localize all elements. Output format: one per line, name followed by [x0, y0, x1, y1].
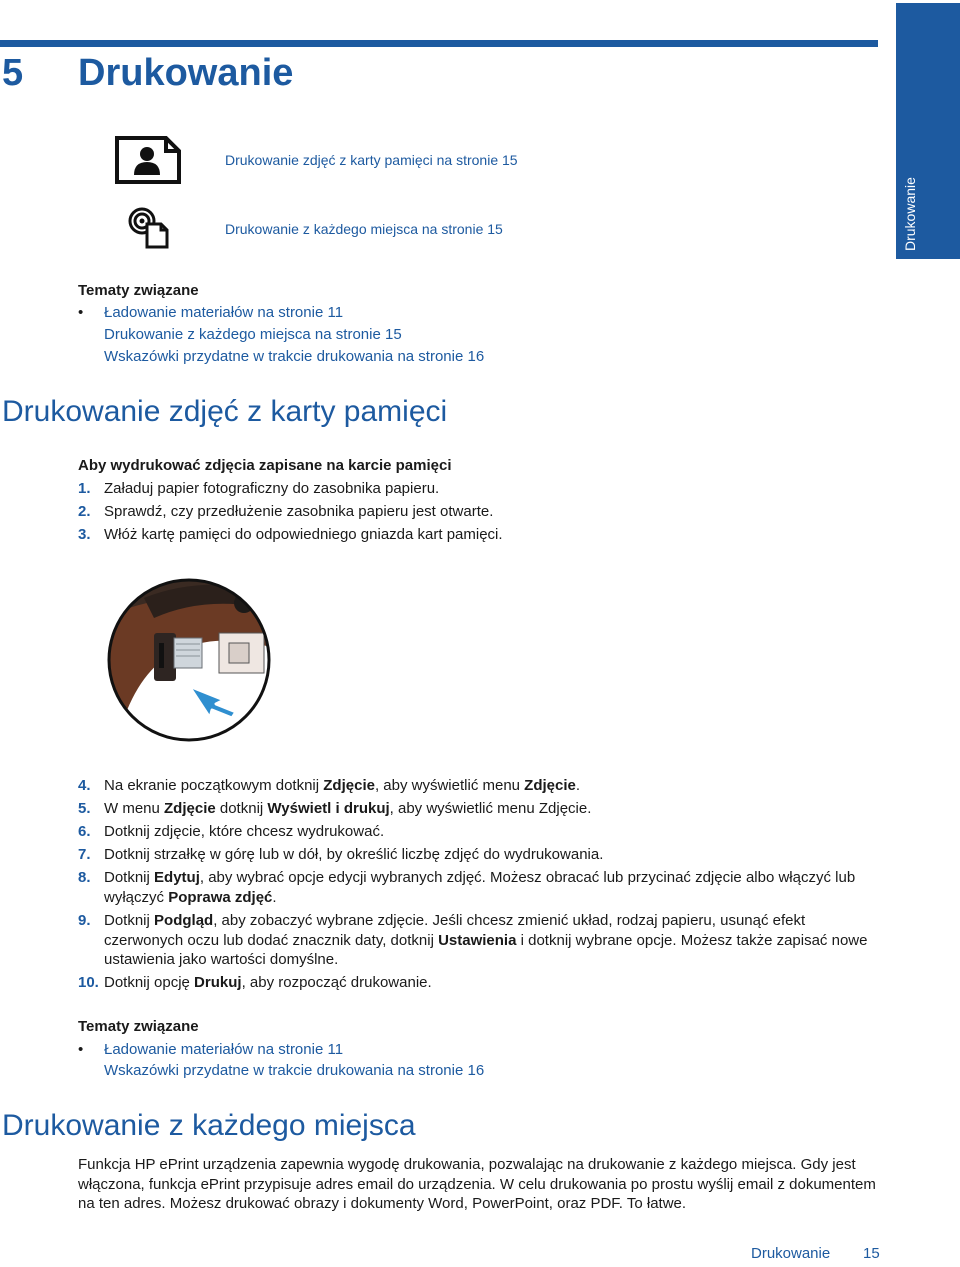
bullet-2: • [78, 1041, 84, 1058]
step-1 [78, 479, 888, 499]
related-link-1-2[interactable]: Drukowanie z każdego miejsca na stronie 15 [104, 326, 402, 343]
step-7 [78, 845, 888, 865]
ui-term: Zdjęcie [323, 777, 375, 794]
side-tab-label: Drukowanie [902, 177, 918, 251]
step-2 [78, 502, 888, 522]
ui-term: Podgląd [154, 912, 214, 929]
step-text: i dotknij wybrane opcje. Możesz także zapisać nowe ustawienia jako wartości domyślne. [104, 931, 868, 968]
eprint-paragraph: Funkcja HP ePrint urządzenia zapewnia wygodę drukowania, pozwalając na drukowanie z każdego miejsca. Gdy jest włączona, funkcja ePrint przypisuje adres email do urządzenia. W celu drukowania po prostu wyślij email z dokumentem na ten adres. Możesz drukować obrazy i dokumenty Word, PowerPoint, oraz PDF. To łatwe. [78, 1156, 876, 1212]
step-number: 7. [78, 846, 91, 863]
step-text: . [272, 888, 277, 906]
side-tab [896, 3, 960, 259]
step-text: Dotknij [104, 912, 155, 929]
step-text: , aby wyświetlić menu Zdjęcie. [389, 800, 592, 817]
step-text: , aby zobaczyć wybrane zdjęcie. Jeśli chcesz zmienić układ, rodzaj papieru, usunąć efekt czerwonych oczu lub dodać znacznik daty, dotknij [104, 912, 806, 949]
step-number: 1. [78, 480, 91, 497]
chapter-title [2, 48, 293, 98]
step-number: 6. [78, 823, 91, 840]
top-rule [0, 40, 878, 47]
step-text: Sprawdź, czy przedłużenie zasobnika papieru jest otwarte. [104, 503, 494, 520]
toc-link-eprint[interactable]: Drukowanie z każdego miejsca na stronie 15 [225, 221, 503, 237]
step-4 [78, 776, 888, 796]
memory-card-slot-illustration [104, 578, 274, 748]
step-text: dotknij [215, 800, 268, 817]
step-text: , aby wyświetlić menu [374, 777, 525, 794]
step-text: Włóż kartę pamięci do odpowiedniego gniazda kart pamięci. [104, 526, 503, 543]
step-text: W menu [104, 800, 165, 817]
step-8 [78, 868, 888, 907]
step-number: 2. [78, 503, 91, 520]
related-link-1-3[interactable]: Wskazówki przydatne w trakcie drukowania na stronie 16 [104, 348, 485, 365]
step-number: 5. [78, 800, 91, 817]
step-number: 10. [78, 974, 99, 991]
ui-term: Drukuj [194, 974, 242, 991]
step-text: , aby rozpocząć drukowanie. [241, 974, 432, 991]
related-link-2-1[interactable]: Ładowanie materiałów na stronie 11 [104, 1041, 344, 1058]
related-heading-2: Tematy związane [78, 1018, 199, 1035]
ui-term: Zdjęcie [524, 777, 576, 794]
footer-page-number: 15 [863, 1245, 880, 1262]
section-title-eprint: Drukowanie z każdego miejsca [2, 1109, 416, 1142]
procedure-heading: Aby wydrukować zdjęcia zapisane na karcie pamięci [78, 457, 452, 474]
ui-term: Edytuj [154, 869, 200, 886]
step-9 [78, 911, 888, 970]
related-link-1-1[interactable]: Ładowanie materiałów na stronie 11 [104, 304, 344, 321]
chapter-number: 5 [2, 52, 24, 94]
related-link-2-2[interactable]: Wskazówki przydatne w trakcie drukowania na stronie 16 [104, 1062, 485, 1079]
step-text: Na ekranie początkowym dotknij [104, 777, 324, 794]
step-3 [78, 525, 888, 545]
step-text: Dotknij zdjęcie, które chcesz wydrukować. [104, 823, 385, 840]
ui-term: Poprawa zdjęć [168, 888, 273, 906]
step-text: Dotknij opcję [104, 974, 195, 991]
section-title-photo-card: Drukowanie zdjęć z karty pamięci [2, 395, 448, 428]
step-number: 3. [78, 526, 91, 543]
step-number: 4. [78, 777, 91, 794]
step-text: Dotknij strzałkę w górę lub w dół, by określić liczbę zdjęć do wydrukowania. [104, 846, 604, 863]
related-heading-1: Tematy związane [78, 282, 199, 299]
step-6 [78, 822, 888, 842]
step-text: Dotknij [104, 869, 155, 886]
step-5 [78, 799, 888, 819]
ui-term: Ustawienia [438, 931, 517, 949]
ui-term: Wyświetl i drukuj [267, 800, 390, 817]
step-number: 8. [78, 869, 91, 886]
step-text: , aby wybrać opcje edycji wybranych zdjęć. Możesz obracać lub przycinać zdjęcie albo włączyć lub wyłączyć [104, 869, 856, 906]
eprint-icon [127, 206, 171, 255]
step-text: . [575, 777, 581, 794]
step-10 [78, 973, 888, 993]
toc-link-photo-card[interactable]: Drukowanie zdjęć z karty pamięci na stronie 15 [225, 152, 518, 168]
step-text: Załaduj papier fotograficzny do zasobnika papieru. [104, 480, 440, 497]
footer-chapter-label: Drukowanie [751, 1245, 831, 1262]
ui-term: Zdjęcie [164, 800, 216, 817]
photo-card-icon [114, 135, 182, 190]
bullet-1: • [78, 304, 84, 321]
chapter-title-text: Drukowanie [78, 52, 294, 94]
step-number: 9. [78, 912, 91, 929]
